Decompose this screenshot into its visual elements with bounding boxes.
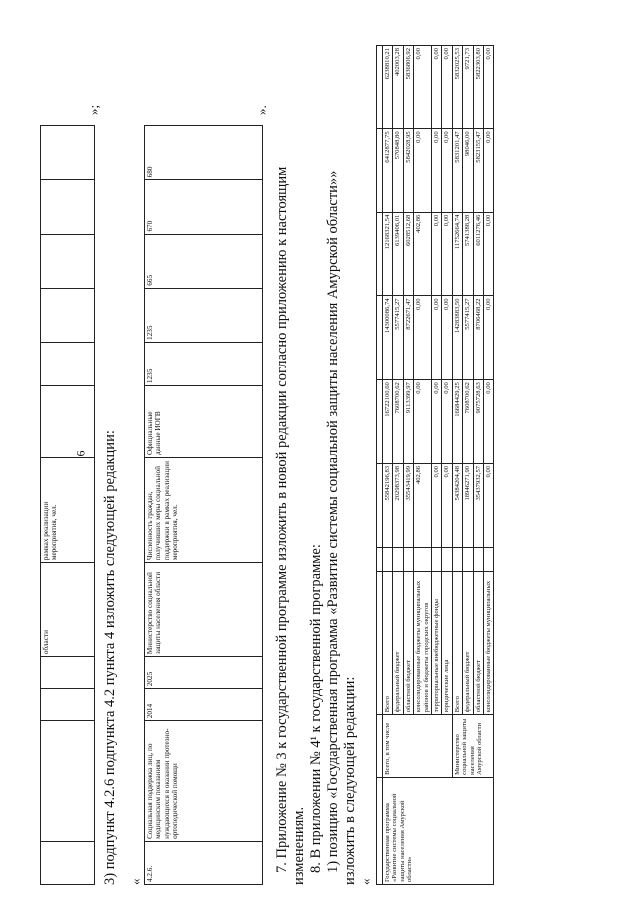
source-label-cell: федеральный бюджет xyxy=(463,571,473,714)
value-cell: 0,00 xyxy=(442,380,452,464)
value-cell: 6028512,68 xyxy=(403,212,413,296)
value-cell: 0,00 xyxy=(432,212,442,296)
value-cell: 35437932,57 xyxy=(473,463,483,547)
top-table-tail: рамках реализации мероприятия, чел. xyxy=(41,457,95,562)
total-label-cell: Всего, в том числе xyxy=(383,715,453,778)
value-cell: 98046,00 xyxy=(463,129,473,212)
row-426-v4: 670 xyxy=(145,180,263,234)
financing-table xyxy=(376,45,494,885)
row-426-executor: Министерство социальной защиты населения области xyxy=(145,563,263,657)
rotated-page-content xyxy=(40,25,600,885)
value-cell: 14283883,50 xyxy=(452,296,462,380)
program-name-cell: Государственная программа «Развитие системы социальной защиты населения Амурской области» xyxy=(383,777,494,884)
value-cell: 9113399,97 xyxy=(403,380,413,464)
value-cell: 402,86 xyxy=(414,212,432,296)
row-426-name: Социальная поддержка лиц, по медицинским показаниям нуждающихся в оказании протезно-ортопедической помощи xyxy=(145,721,263,842)
value-cell: 0,00 xyxy=(432,296,442,380)
closing-quote-top: »; xyxy=(86,104,101,115)
top-table-region: области xyxy=(41,563,95,657)
source-label-cell: Всего xyxy=(452,571,462,714)
row-426-table xyxy=(144,125,263,885)
value-cell: 0,00 xyxy=(414,296,432,380)
value-cell: 16722100,60 xyxy=(383,380,393,464)
spacer-cell xyxy=(393,547,403,571)
value-cell: 35543419,99 xyxy=(403,463,413,547)
spacer-cell xyxy=(414,547,432,571)
financing-row xyxy=(383,46,393,885)
value-cell: 5836806,92 xyxy=(403,46,413,129)
value-cell: 0,00 xyxy=(414,46,432,129)
value-cell: 0,00 xyxy=(432,129,442,212)
value-cell: 5741388,28 xyxy=(463,212,473,296)
value-cell: 9075728,63 xyxy=(473,380,483,464)
executor-cell: Министерство социальной защиты населения Амурской области xyxy=(452,715,494,778)
spacer-cell xyxy=(484,547,494,571)
paragraph-8-2: изложить в следующей редакции: xyxy=(342,676,358,885)
spacer-cell xyxy=(403,547,413,571)
spacer-cell xyxy=(473,547,483,571)
value-cell: 0,00 xyxy=(484,296,494,380)
paragraph-7a: 7. Приложение № 3 к государственной программе изложить в новой редакции согласно приложению к настоящим xyxy=(274,166,290,873)
value-cell: 18946271,90 xyxy=(463,463,473,547)
value-cell: 5577415,27 xyxy=(393,296,403,380)
row-426-v5: 680 xyxy=(145,126,263,180)
value-cell: 0,00 xyxy=(414,129,432,212)
value-cell: 0,00 xyxy=(442,463,452,547)
row-426-v2: 1235 xyxy=(145,288,263,342)
value-cell: 7608700,62 xyxy=(393,380,403,464)
paragraph-3: 3) подпункт 4.2.6 подпункта 4.2 пункта 4 изложить следующей редакции: xyxy=(102,430,118,885)
value-cell: 8722671,47 xyxy=(403,296,413,380)
source-label-cell: федеральный бюджет xyxy=(393,571,403,714)
value-cell: 0,00 xyxy=(442,46,452,129)
source-label-cell: территориальные внебюджетные фонды xyxy=(432,571,442,714)
source-label-cell: консолидированные бюджеты муниципальных xyxy=(484,571,494,714)
paragraph-7b: изменениям. xyxy=(291,806,307,885)
spacer-cell xyxy=(432,547,442,571)
value-cell: 0,00 xyxy=(484,129,494,212)
value-cell: 7608700,62 xyxy=(463,380,473,464)
row-426-year-start: 2014 xyxy=(145,689,263,721)
value-cell: 55842196,83 xyxy=(383,463,393,547)
row-426-year-end: 2025 xyxy=(145,657,263,689)
value-cell: 570848,80 xyxy=(393,129,403,212)
closing-quote-mid: ». xyxy=(254,105,269,115)
spacer-cell xyxy=(463,547,473,571)
value-cell: 12168321,54 xyxy=(383,212,393,296)
value-cell: 0,00 xyxy=(484,212,494,296)
value-cell: 6011276,46 xyxy=(473,212,483,296)
source-label-cell: Всего xyxy=(383,571,393,714)
value-cell: 16684429,25 xyxy=(452,380,462,464)
paragraph-8: 8. В приложении № 4¹ к государственной программе: xyxy=(308,544,324,873)
spacer-cell xyxy=(383,547,393,571)
value-cell: 11752664,74 xyxy=(452,212,462,296)
value-cell: 402,86 xyxy=(414,463,432,547)
source-label-cell: областной бюджет xyxy=(403,571,413,714)
value-cell: 14300086,74 xyxy=(383,296,393,380)
value-cell: 54384204,48 xyxy=(452,463,462,547)
value-cell: 0,00 xyxy=(414,380,432,464)
page-number: 6 xyxy=(73,450,88,457)
value-cell: 6139406,01 xyxy=(393,212,403,296)
value-cell: 20298373,98 xyxy=(393,463,403,547)
source-label-cell: юридические лица xyxy=(442,571,452,714)
value-cell: 5822303,80 xyxy=(473,46,483,129)
row-426-v1: 1235 xyxy=(145,342,263,385)
top-table xyxy=(40,125,95,885)
value-cell: 0,00 xyxy=(442,212,452,296)
source-label-cell: консолидированные бюджеты муниципальных районов и бюджеты городских округов xyxy=(414,571,432,714)
spacer-cell xyxy=(452,547,462,571)
value-cell: 5577415,27 xyxy=(463,296,473,380)
value-cell: 9721,73 xyxy=(463,46,473,129)
value-cell: 5831201,47 xyxy=(452,129,462,212)
opening-quote-b: « xyxy=(358,878,373,885)
value-cell: 6238810,21 xyxy=(383,46,393,129)
financing-row xyxy=(452,46,462,885)
row-426-source: Официальные данные ИОГВ xyxy=(145,386,263,458)
value-cell: 5823155,47 xyxy=(473,129,483,212)
value-cell: 402003,28 xyxy=(393,46,403,129)
value-cell: 0,00 xyxy=(484,463,494,547)
value-cell: 0,00 xyxy=(432,463,442,547)
value-cell: 8706468,22 xyxy=(473,296,483,380)
value-cell: 6412877,75 xyxy=(383,129,393,212)
value-cell: 0,00 xyxy=(442,129,452,212)
value-cell: 5842028,95 xyxy=(403,129,413,212)
value-cell: 0,00 xyxy=(484,380,494,464)
source-label-cell: областной бюджет xyxy=(473,571,483,714)
paragraph-8-1: 1) позицию «Государственная программа «Развитие системы социальной защиты населения Амурской области»» xyxy=(325,170,341,873)
row-426-v3: 665 xyxy=(145,234,263,288)
opening-quote-a: « xyxy=(128,878,143,885)
value-cell: 5832025,53 xyxy=(452,46,462,129)
spacer-cell xyxy=(442,547,452,571)
row-426-indicator: Численность граждан, получивших меры социальной поддержки в рамках реализации мероприятия, чел. xyxy=(145,457,263,562)
value-cell: 0,00 xyxy=(432,380,442,464)
value-cell: 0,00 xyxy=(432,46,442,129)
row-426-num: 4.2.6. xyxy=(145,841,263,884)
value-cell: 0,00 xyxy=(484,46,494,129)
value-cell: 0,00 xyxy=(442,296,452,380)
